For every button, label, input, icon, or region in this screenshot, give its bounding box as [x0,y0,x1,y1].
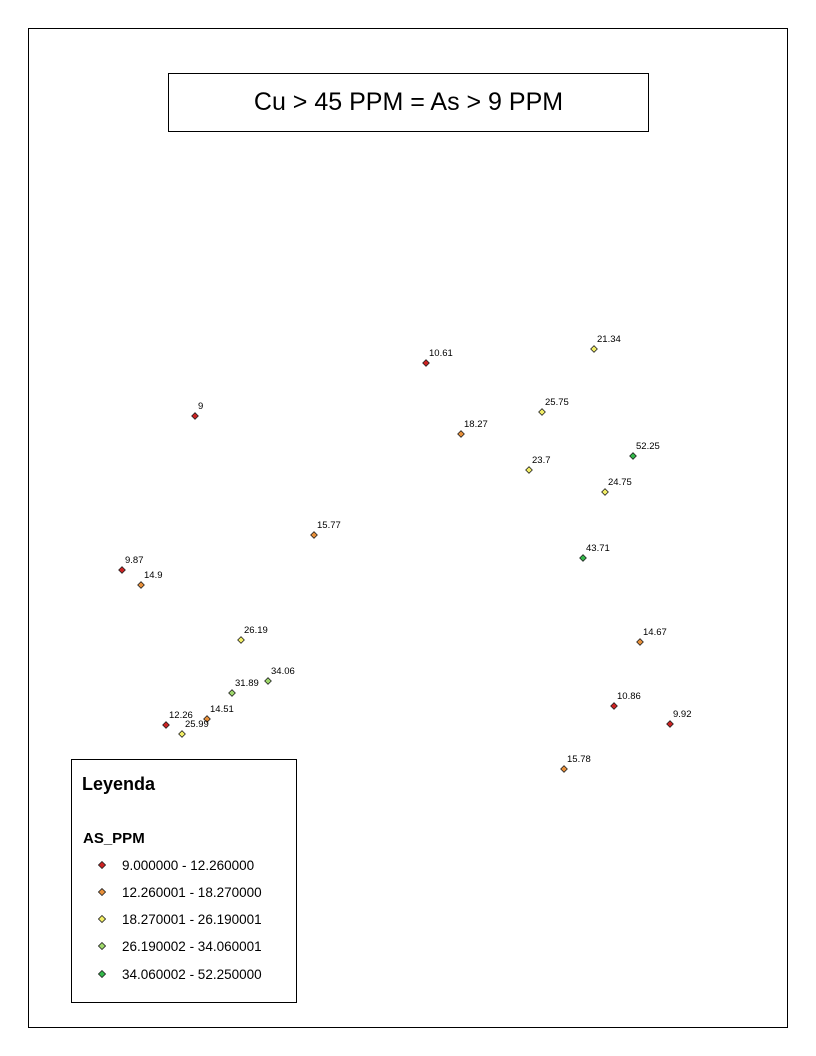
sample-marker [192,413,199,420]
sample-point [526,455,551,473]
sample-label: 12.26 [169,710,193,721]
sample-label: 21.34 [597,334,621,345]
sample-point [602,477,632,495]
sample-point [311,520,341,538]
sample-label: 9.92 [673,709,692,720]
sample-marker [591,346,598,353]
sample-marker [265,678,272,685]
legend-class-1 [98,857,254,873]
sample-point [591,334,621,352]
sample-point [179,719,209,737]
sample-marker [179,731,186,738]
sample-label: 26.19 [244,625,268,636]
sample-marker [119,567,126,574]
sample-marker [580,555,587,562]
sample-point [667,709,692,727]
legend-class-3 [98,911,262,927]
sample-marker [602,489,609,496]
sample-label: 10.86 [617,691,641,702]
legend [71,759,297,1003]
sample-point [423,348,453,366]
sample-point [192,401,204,419]
legend-class-5 [98,966,262,982]
legend-class-label: 9.000000 - 12.260000 [122,857,255,873]
legend-diamond-icon [98,915,106,923]
sample-label: 10.61 [429,348,453,359]
legend-class-label: 34.060002 - 52.250000 [122,966,262,982]
sample-marker [667,721,674,728]
sample-marker [561,766,568,773]
sample-label: 31.89 [235,678,259,689]
sample-point [611,691,641,709]
legend-title: Leyenda [82,774,156,794]
legend-class-label: 12.260001 - 18.270000 [122,884,262,900]
sample-point [458,419,488,437]
sample-marker [630,453,637,460]
sample-label: 25.75 [545,397,569,408]
sample-marker [163,722,170,729]
sample-label: 52.25 [636,441,660,452]
sample-label: 24.75 [608,477,632,488]
sample-label: 43.71 [586,543,610,554]
legend-class-label: 26.190002 - 34.060001 [122,938,262,954]
legend-diamond-icon [98,861,106,869]
sample-point [561,754,591,772]
legend-class-4 [98,938,262,954]
sample-marker [138,582,145,589]
sample-point [119,555,144,573]
legend-diamond-icon [98,888,106,896]
sample-marker [423,360,430,367]
sample-label: 34.06 [271,666,295,677]
sample-label: 23.7 [532,455,551,466]
legend-diamond-icon [98,970,106,978]
sample-label: 14.67 [643,627,667,638]
sample-point [138,570,163,588]
sample-label: 14.51 [210,704,234,715]
sample-marker [311,532,318,539]
sample-marker [458,431,465,438]
sample-marker [539,409,546,416]
sample-point [229,678,259,696]
sample-label: 9 [198,401,204,412]
sample-marker [229,690,236,697]
sample-marker [611,703,618,710]
sample-label: 15.77 [317,520,341,531]
sample-label: 18.27 [464,419,488,430]
legend-field-name: AS_PPM [83,830,145,847]
legend-diamond-icon [98,942,106,950]
sample-label: 14.9 [144,570,163,581]
sample-point [265,666,295,684]
sample-marker [238,637,245,644]
sample-label: 25.99 [185,719,209,730]
map-title: Cu > 45 PPM = As > 9 PPM [253,88,564,116]
legend-class-2 [98,884,262,900]
sample-point [630,441,660,459]
sample-label: 9.87 [125,555,144,566]
sample-point [539,397,569,415]
sample-marker [637,639,644,646]
sample-marker [526,467,533,474]
legend-class-label: 18.270001 - 26.190001 [122,911,262,927]
sample-point [238,625,268,643]
sample-label: 15.78 [567,754,591,765]
sample-point [580,543,610,561]
sample-point [637,627,667,645]
